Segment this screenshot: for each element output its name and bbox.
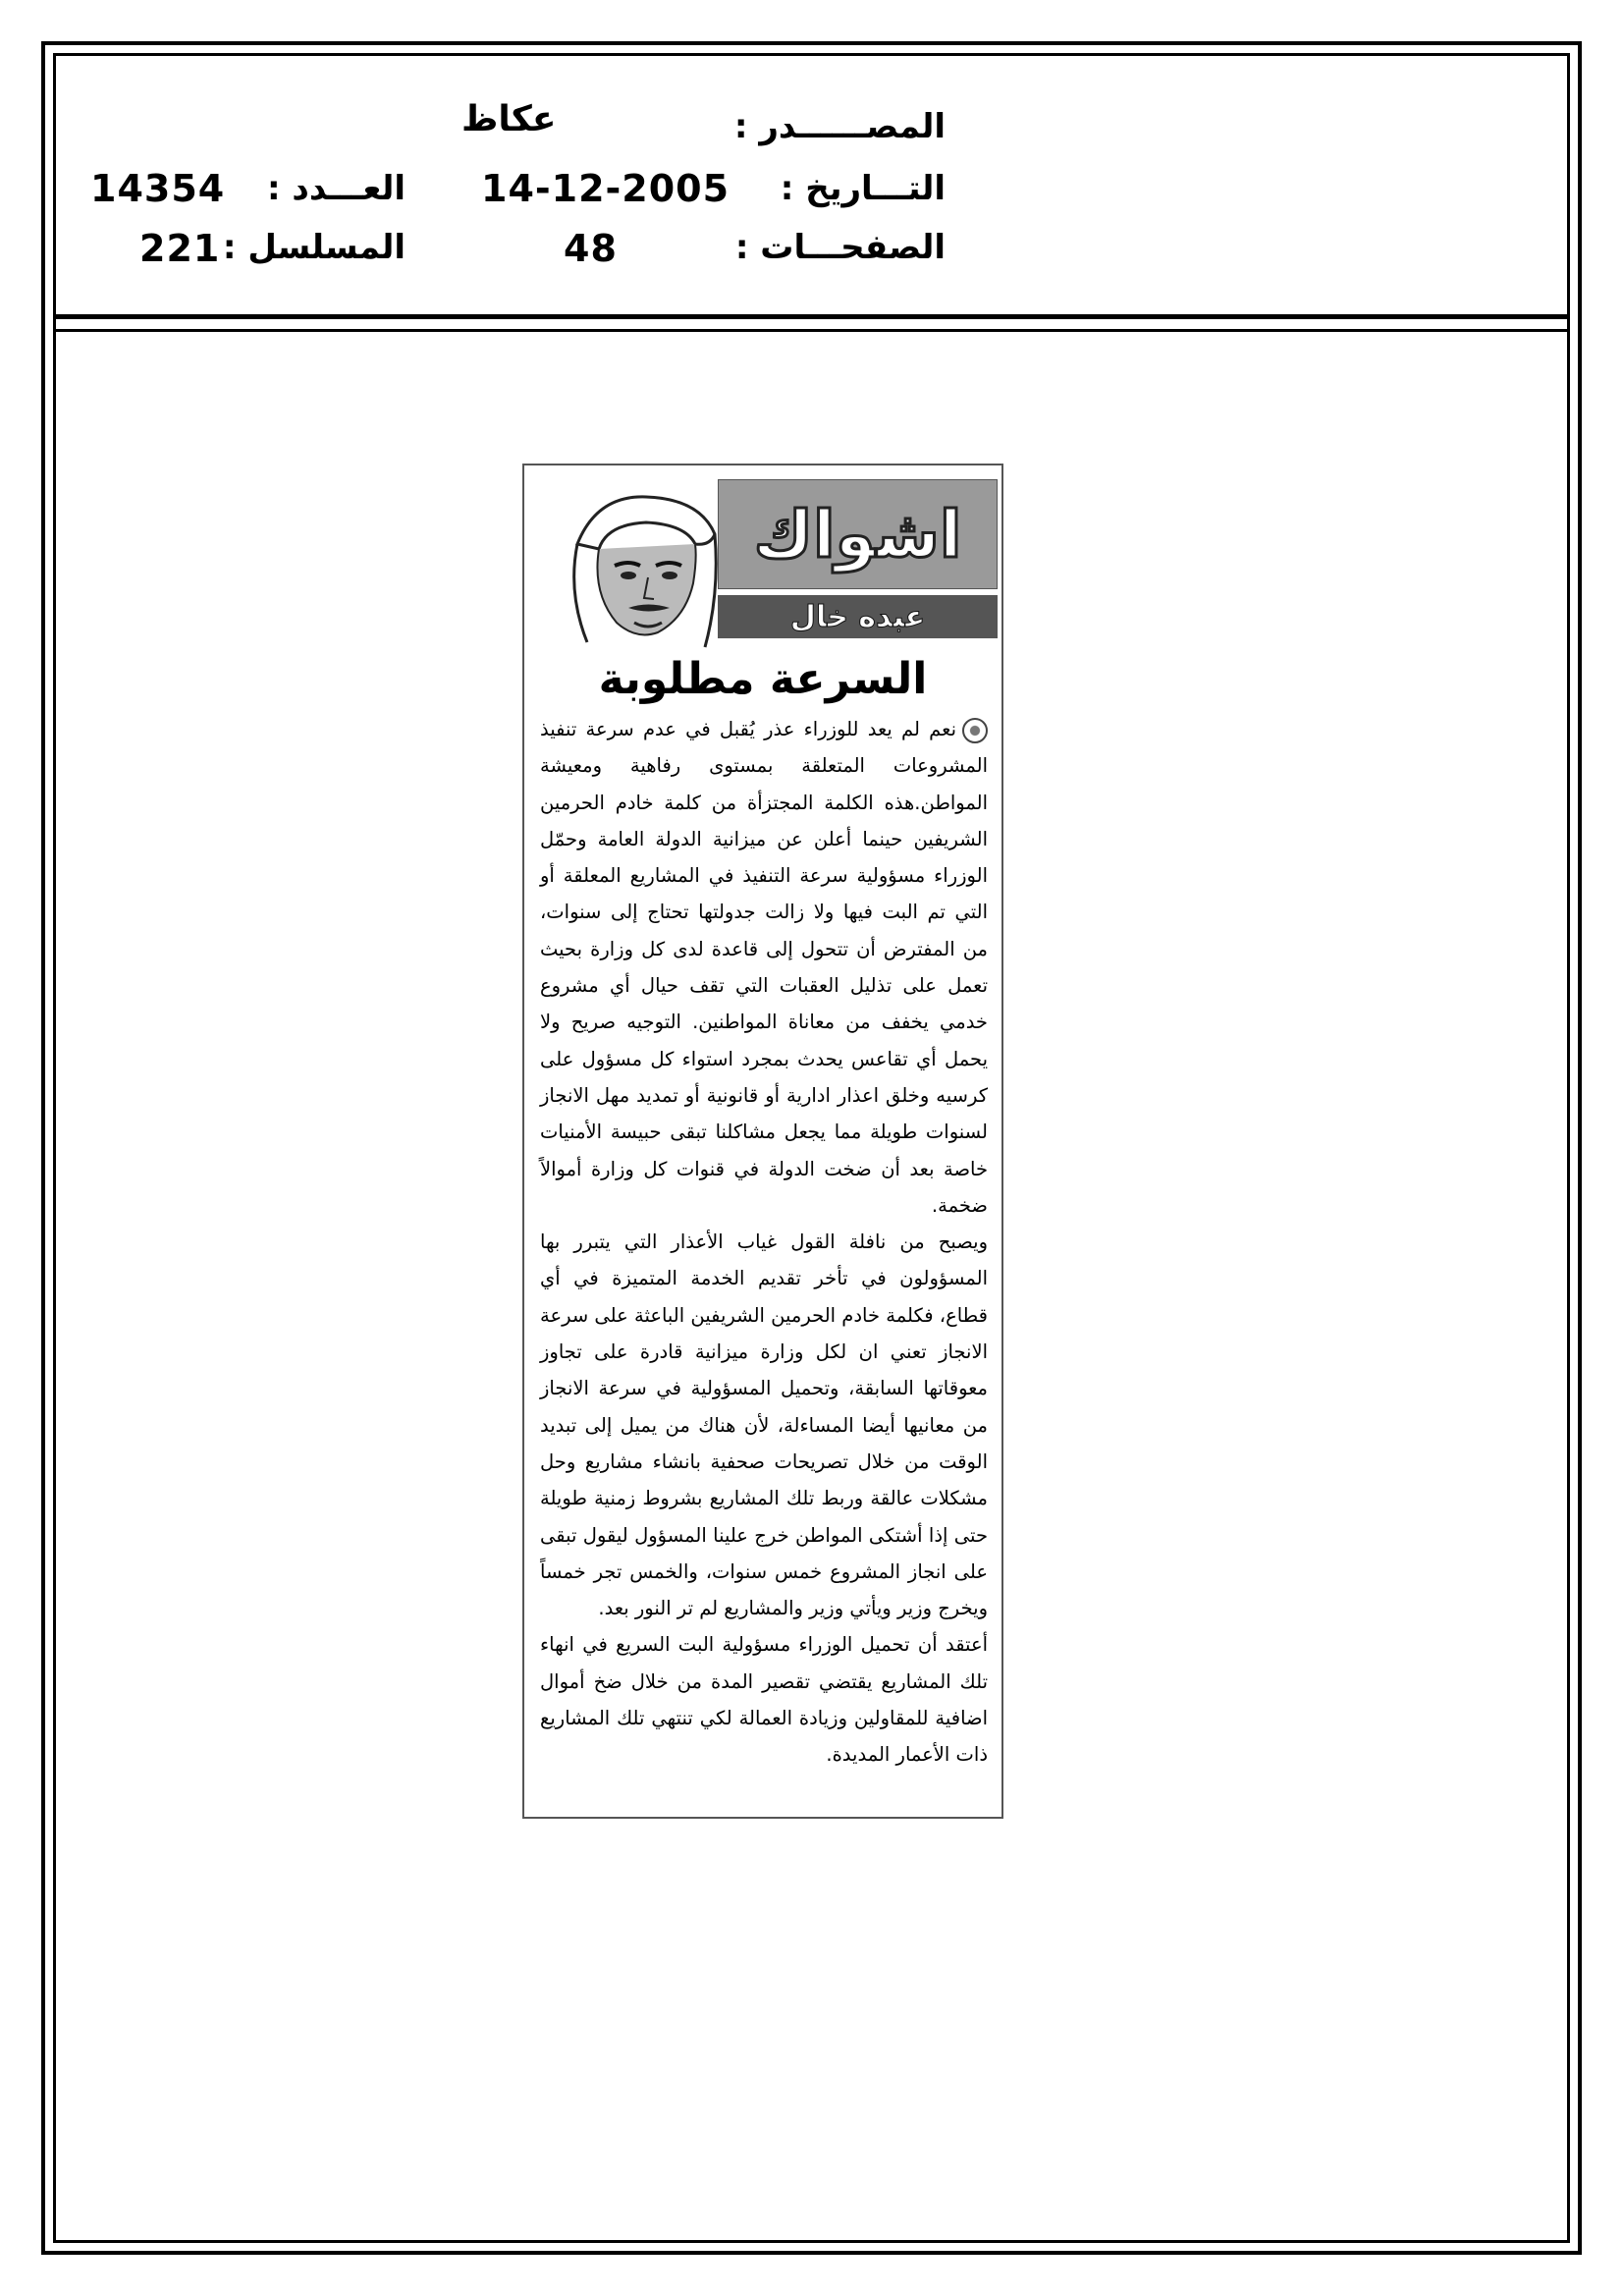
date-label: التـــاريخ : bbox=[780, 169, 946, 208]
author-name: عبده خال bbox=[789, 599, 926, 634]
header-divider-inner bbox=[53, 329, 1570, 332]
bullet-icon bbox=[962, 718, 988, 743]
issue-value: 14354 bbox=[90, 167, 226, 210]
article-headline: السرعة مطلوبة bbox=[598, 654, 928, 704]
pages-label: الصفحـــات : bbox=[734, 228, 946, 267]
issue-label: العـــدد : bbox=[267, 169, 406, 208]
pages-value: 48 bbox=[564, 227, 618, 270]
source-value: عكاظ bbox=[461, 99, 557, 139]
newspaper-clipping bbox=[522, 464, 1003, 1819]
author-banner bbox=[718, 595, 998, 638]
article-paragraph: نعم لم يعد للوزراء عذر يُقبل في عدم سرعة تنفيذ المشروعات المتعلقة بمستوى رفاهية ومعيشة المواطن.هذه الكلمة المجتزأة من كلمة خادم الحرمين الشريفين حينما أعلن عن ميزانية الدولة العامة وحمّل الوزراء مسؤولية سرعة التنفيذ في المشاريع المعلقة أو التي تم البت فيها ولا زالت جدولتها تحتاج إلى سنوات، من المفترض أن تتحول إلى قاعدة لدى كل وزارة بحيث تعمل على تذليل العقبات التي تقف حيال أي مشروع خدمي يخفف من معاناة المواطنين. التوجيه صريح ولا يحمل أي تقاعس يحدث بمجرد استواء كل مسؤول على كرسيه وخلق اعذار ادارية أو قانونية أو تمديد مهل الانجاز لسنوات طويلة مما يجعل مشاكلنا تبقى حبيسة الأمنيات خاصة بعد أن ضخت الدولة في قنوات كل وزارة أموالاً ضخمة. bbox=[540, 718, 988, 1217]
column-header bbox=[524, 465, 1001, 652]
date-value: 14-12-2005 bbox=[481, 167, 730, 210]
serial-value: 221 bbox=[139, 227, 221, 270]
column-name-banner bbox=[718, 479, 998, 589]
article-body bbox=[540, 711, 988, 1774]
serial-label: المسلسل : bbox=[222, 228, 406, 267]
column-name: اشواك bbox=[753, 496, 962, 573]
author-portrait bbox=[538, 475, 734, 652]
header-divider bbox=[53, 314, 1570, 319]
article-paragraph: أعتقد أن تحميل الوزراء مسؤولية البت السريع في انهاء تلك المشاريع يقتضي تقصير المدة من خلال ضخ أموال اضافية للمقاولين وزيادة العمالة لكي تنتهي تلك المشاريع ذات الأعمار المديدة. bbox=[540, 1633, 988, 1767]
article-paragraph: ويصبح من نافلة القول غياب الأعذار التي يتبرر بها المسؤولون في تأخر تقديم الخدمة المتميزة في أي قطاع، فكلمة خادم الحرمين الشريفين الباعثة على سرعة الانجاز تعني ان لكل وزارة ميزانية قادرة على تجاوز معوقاتها السابقة، وتحميل المسؤولية في سرعة الانجاز من معانيها أيضا المساءلة، لأن هناك من يميل إلى تبديد الوقت من خلال تصريحات صحفية بانشاء مشاريع وحل مشكلات عالقة وربط تلك المشاريع بشروط زمنية طويلة حتى إذا أشتكى المواطن خرج علينا المسؤول ليقول تبقى على انجاز المشروع خمس سنوات، والخمس تجر خمساً ويخرج وزير ويأتي وزير والمشاريع لم تر النور بعد. bbox=[540, 1230, 988, 1620]
source-label: المصــــــدر : bbox=[733, 107, 946, 146]
